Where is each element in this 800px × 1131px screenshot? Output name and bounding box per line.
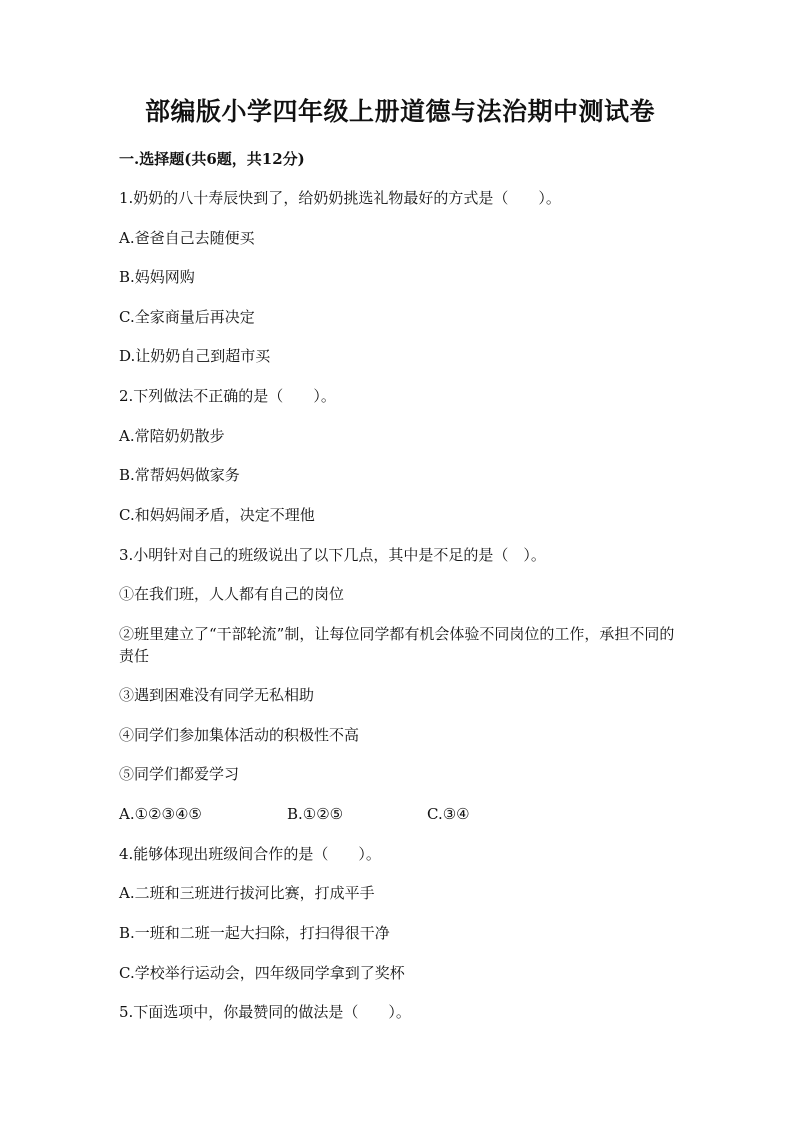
question-1-stem: 1.奶奶的八十寿辰快到了，给奶奶挑选礼物最好的方式是（ ）。 (119, 189, 561, 207)
question-2-stem: 2.下列做法不正确的是（ ）。 (119, 387, 336, 405)
question-4-option-c: C.学校举行运动会，四年级同学拿到了奖杯 (119, 964, 405, 982)
question-3-statement-1: ①在我们班，人人都有自己的岗位 (119, 585, 345, 603)
question-1-option-a: A.爸爸自己去随便买 (119, 229, 255, 247)
question-3-option-b: B.①②⑤ (287, 805, 344, 823)
question-1-option-c: C.全家商量后再决定 (119, 308, 255, 326)
question-1-option-b: B.妈妈网购 (119, 268, 195, 286)
question-1-option-d: D.让奶奶自己到超市买 (119, 347, 271, 365)
question-4-stem: 4.能够体现出班级间合作的是（ ）。 (119, 845, 381, 863)
page-title: 部编版小学四年级上册道德与法治期中测试卷 (144, 97, 655, 126)
question-2-option-b: B.常帮妈妈做家务 (119, 466, 240, 484)
section-heading: 一.选择题(共6题，共12分) (119, 150, 305, 168)
question-2-option-c: C.和妈妈闹矛盾，决定不理他 (119, 506, 315, 524)
question-3-statement-5: ⑤同学们都爱学习 (119, 765, 240, 783)
question-3-option-c: C.③④ (427, 805, 470, 823)
question-3-stem: 3.小明针对自己的班级说出了以下几点，其中是不足的是（ ）。 (119, 546, 546, 564)
question-2-option-a: A.常陪奶奶散步 (119, 427, 225, 445)
question-3-options-row (119, 803, 689, 825)
question-3-option-a: A.①②③④⑤ (119, 805, 202, 823)
question-3-statement-4: ④同学们参加集体活动的积极性不高 (119, 726, 360, 744)
question-5-stem: 5.下面选项中，你最赞同的做法是（ ）。 (119, 1003, 411, 1021)
question-4-option-b: B.一班和二班一起大扫除，打扫得很干净 (119, 924, 390, 942)
question-3-statement-2: ②班里建立了“干部轮流”制，让每位同学都有机会体验不同岗位的工作，承担不同的责任 (119, 625, 675, 665)
question-3-statement-3: ③遇到困难没有同学无私相助 (119, 686, 315, 704)
question-4-option-a: A.二班和三班进行拔河比赛，打成平手 (119, 884, 375, 902)
